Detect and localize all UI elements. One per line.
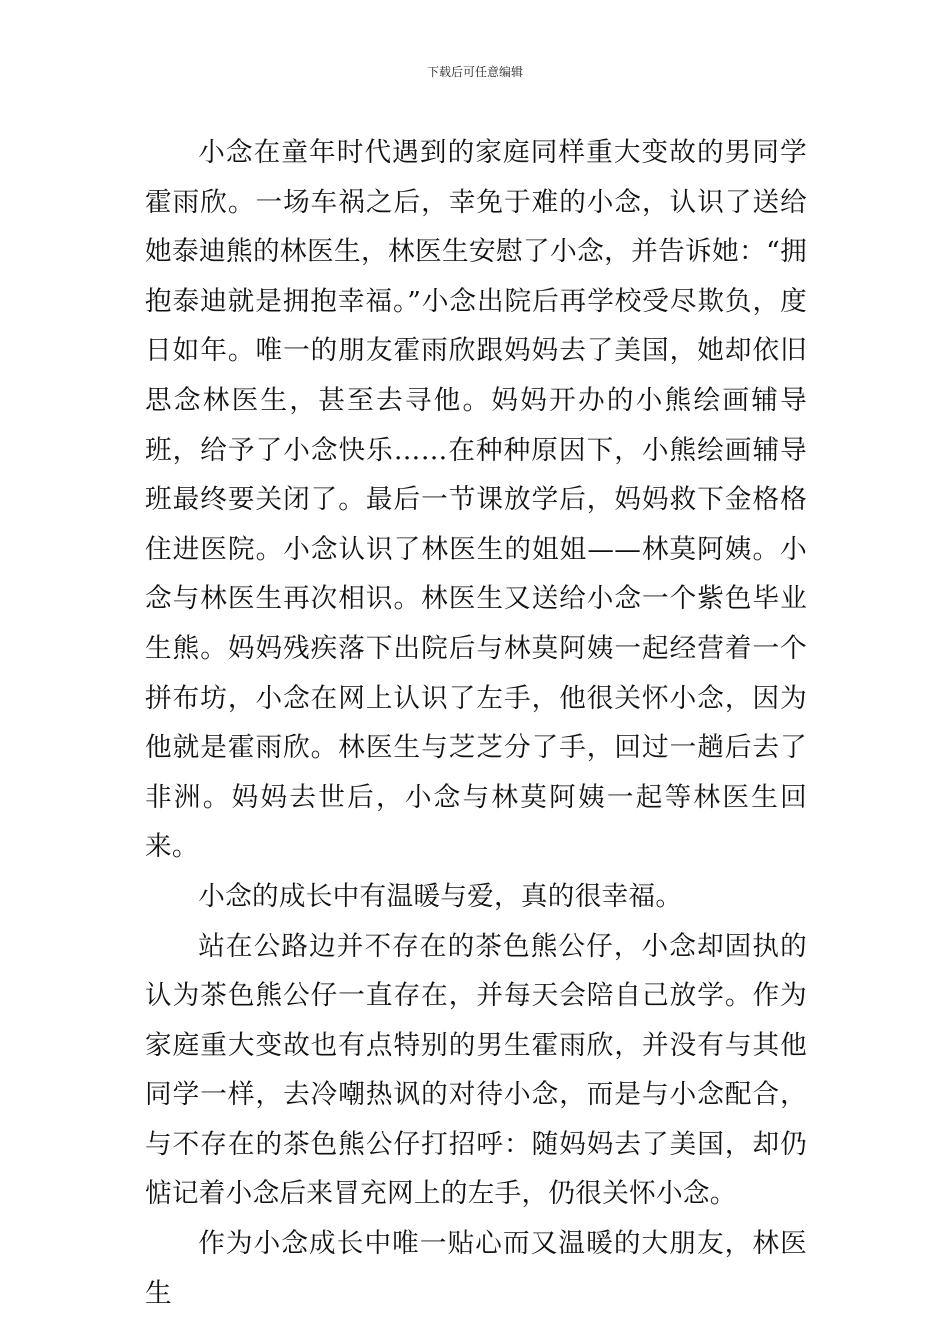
paragraph-1: 小念在童年时代遇到的家庭同样重大变故的男同学霍雨欣。一场车祸之后，幸免于难的小念，认识了送给她泰迪熊的林医生，林医生安慰了小念，并告诉她：“拥抱泰迪就是拥抱幸福。”小念出院后再学校受尽欺负，度日如年。唯一的朋友霍雨欣跟妈妈去了美国，她却依旧思念林医生，甚至去寻他。妈妈开办的小熊绘画辅导班，给予了小念快乐……在种种原因下，小熊绘画辅导班最终要关闭了。最后一节课放学后，妈妈救下金格格住进医院。小念认识了林医生的姐姐——林莫阿姨。小念与林医生再次相识。林医生又送给小念一个紫色毕业生熊。妈妈残疾落下出院后与林莫阿姨一起经营着一个拼布坊，小念在网上认识了左手，他很关怀小念，因为他就是霍雨欣。林医生与芝芝分了手，回过一趟后去了非洲。妈妈去世后，小念与林莫阿姨一起等林医生回来。 xyxy=(145,137,807,863)
paragraph-3: 站在公路边并不存在的茶色熊公仔，小念却固执的认为茶色熊公仔一直存在，并每天会陪自己放学。作为家庭重大变故也有点特别的男生霍雨欣，并没有与其他同学一样，去冷嘲热讽的对待小念，而是与小念配合，与不存在的茶色熊公仔打招呼：随妈妈去了美国，却仍惦记着小念后来冒充网上的左手，仍很关怀小念。 xyxy=(145,930,807,1210)
page-header: 下载后可任意编辑 xyxy=(426,65,523,79)
paragraph-4: 作为小念成长中唯一贴心而又温暖的大朋友，林医生 xyxy=(145,1228,807,1309)
document-body xyxy=(145,128,807,1318)
paragraph-2: 小念的成长中有温暖与爱，真的很幸福。 xyxy=(198,880,683,912)
